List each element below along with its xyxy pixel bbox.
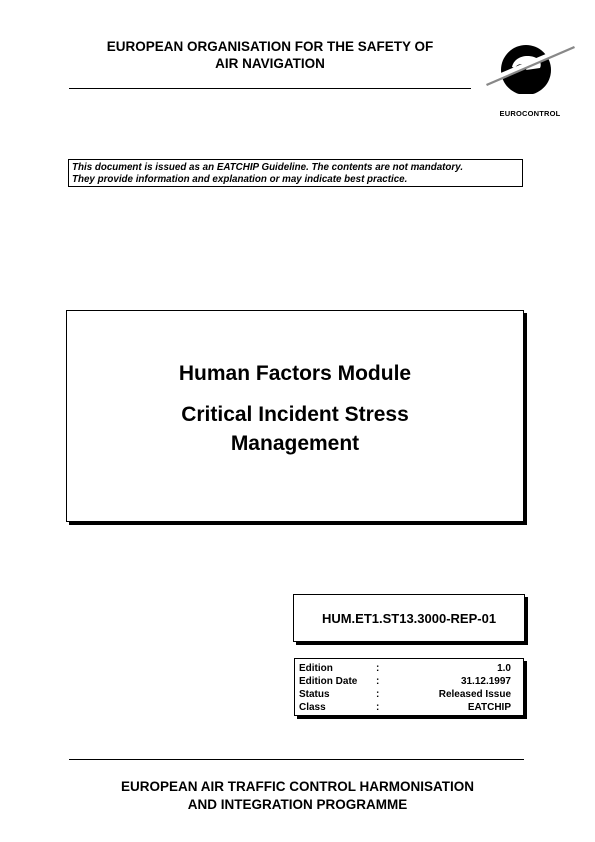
metadata-row-status (295, 688, 523, 701)
metadata-label: Status (299, 689, 330, 700)
metadata-row-edition-date (295, 675, 523, 688)
programme-title-line2: AND INTEGRATION PROGRAMME (187, 797, 408, 812)
metadata-label: Class (299, 702, 326, 713)
metadata-value: 1.0 (497, 663, 511, 674)
metadata-row-edition (295, 662, 523, 675)
metadata-value: Released Issue (438, 689, 511, 700)
metadata-label: Edition (299, 663, 333, 674)
organisation-title (60, 38, 480, 72)
metadata-separator: : (376, 702, 380, 713)
document-metadata-table (294, 658, 524, 716)
metadata-row-class (295, 701, 523, 714)
programme-title-line1: EUROPEAN AIR TRAFFIC CONTROL HARMONISATION (121, 779, 474, 794)
organisation-title-line1: EUROPEAN ORGANISATION FOR THE SAFETY OF (106, 39, 434, 54)
header-divider (69, 88, 471, 89)
eurocontrol-logo-text: EUROCONTROL (499, 109, 561, 118)
programme-title (60, 778, 535, 814)
document-reference (293, 594, 525, 642)
guideline-notice (68, 159, 523, 187)
document-reference-text: HUM.ET1.ST13.3000-REP-01 (321, 610, 497, 626)
notice-line1: This document is issued as an EATCHIP Guideline. The contents are not mandatory. (72, 162, 464, 173)
metadata-separator: : (376, 689, 380, 700)
metadata-value: 31.12.1997 (460, 676, 511, 687)
metadata-value: EATCHIP (467, 702, 511, 713)
document-title-box (66, 310, 524, 522)
footer-divider (69, 759, 524, 760)
metadata-label: Edition Date (299, 676, 358, 687)
document-title: Human Factors Module (178, 362, 412, 385)
metadata-separator: : (376, 676, 380, 687)
document-subtitle-line2: Management (230, 432, 360, 455)
organisation-title-line2: AIR NAVIGATION (215, 56, 325, 71)
eurocontrol-logo-icon (484, 34, 576, 94)
notice-line2: They provide information and explanation or may indicate best practice. (72, 174, 408, 186)
document-subtitle-line1: Critical Incident Stress (181, 403, 409, 426)
metadata-separator: : (376, 663, 380, 674)
document-subtitle (67, 400, 523, 458)
